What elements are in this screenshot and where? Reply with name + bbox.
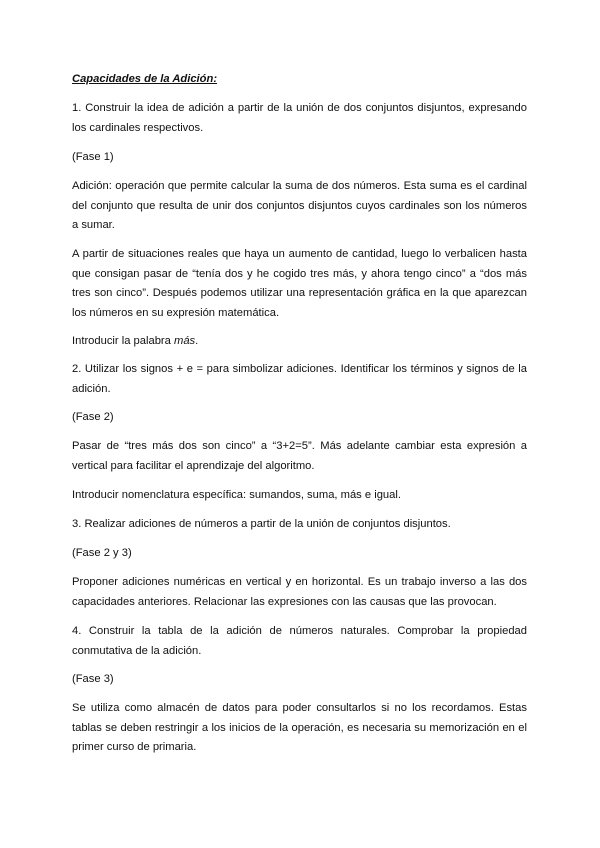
introduce-word-suffix: . (195, 335, 199, 347)
capacity-2: 2. Utilizar los signos + e = para simbolizar adiciones. Identificar los términos y signos de la adición. (72, 363, 527, 395)
addition-definition: Adición: operación que permite calcular la suma de dos números. Esta suma es el cardinal del conjunto que resulta de unir dos conjuntos disjuntos cuyos cardinales son los números a sumar. (72, 180, 527, 231)
memorization-paragraph: Se utiliza como almacén de datos para poder consultarlos si no los recordamos. Estas tablas se deben restringir a los inicios de la operación, es necesaria su memorización en el primer curso de primaria. (72, 702, 527, 753)
capacity-4: 4. Construir la tabla de la adición de números naturales. Comprobar la propiedad conmutativa de la adición. (72, 625, 527, 657)
page-title: Capacidades de la Adición: (72, 73, 218, 85)
phase-label-2-3: (Fase 2 y 3) (72, 547, 132, 559)
numeric-additions-paragraph: Proponer adiciones numéricas en vertical y en horizontal. Es un trabajo inverso a las dos capacidades anteriores. Relacionar las expresiones con las causas que las provocan. (72, 576, 527, 608)
capacity-3: 3. Realizar adiciones de números a partir de la unión de conjuntos disjuntos. (72, 518, 451, 530)
introduce-word-paragraph (72, 332, 527, 352)
phase-label-1: (Fase 1) (72, 151, 114, 163)
phase-label-2: (Fase 2) (72, 411, 114, 423)
nomenclature-paragraph: Introducir nomenclatura específica: sumandos, suma, más e igual. (72, 489, 401, 501)
capacity-1: 1. Construir la idea de adición a partir de la unión de dos conjuntos disjuntos, expresando los cardinales respectivos. (72, 102, 527, 134)
phase-label-3: (Fase 3) (72, 673, 114, 685)
real-situations-paragraph: A partir de situaciones reales que haya un aumento de cantidad, luego lo verbalicen hasta que consigan pasar de “tenía dos y he cogido tres más, y ahora tengo cinco” a “dos más tres son cinco”. Después podemos utilizar una representación gráfica en la que aparezcan los números en su expresión matemática. (72, 248, 527, 319)
introduce-word-prefix: Introducir la palabra (72, 335, 174, 347)
vertical-expression-paragraph: Pasar de “tres más dos son cinco” a “3+2=5”. Más adelante cambiar esta expresión a vertical para facilitar el aprendizaje del algoritmo. (72, 440, 527, 472)
introduce-word-mas: más (174, 335, 196, 347)
